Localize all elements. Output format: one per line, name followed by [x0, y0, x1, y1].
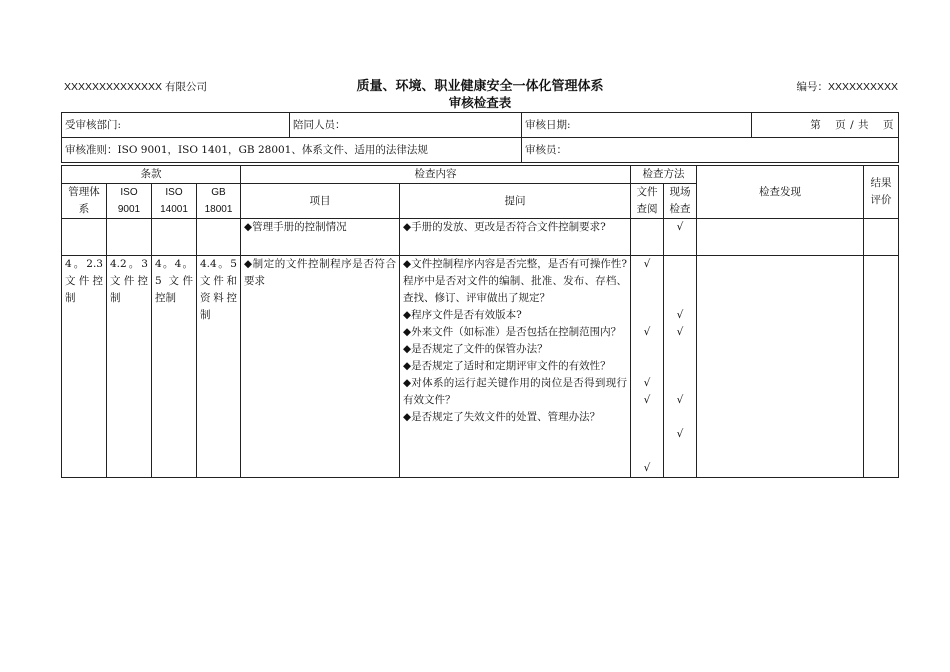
- document-header: [62, 78, 898, 112]
- table-row: [62, 219, 899, 256]
- site-check-header: 现场检查: [664, 184, 697, 219]
- site-check-checks: √ √ √ √: [664, 256, 697, 478]
- site-check-checks: √: [664, 219, 697, 256]
- clause-mgmt: 4。2.3 文件控制: [62, 256, 107, 478]
- clause-gb18001: 4.4。5 文件和资料控制: [197, 256, 241, 478]
- audit-info-table: [61, 112, 899, 163]
- gb18001-header: GB 18001: [197, 184, 241, 219]
- item-header: 项目: [241, 184, 400, 219]
- result-cell: [864, 219, 899, 256]
- question-3: ◆外来文件（如标准）是否包括在控制范围内？: [403, 326, 622, 338]
- row-item: ◆管理手册的控制情况: [241, 219, 400, 256]
- table-row: [62, 256, 899, 478]
- audit-date-field: 审核日期:: [522, 113, 752, 138]
- content-header: 检查内容: [241, 166, 631, 184]
- auditor-field: 审核员：: [522, 138, 899, 163]
- document-subtitle: 审核检查表: [448, 95, 512, 110]
- page-info: 第 页 / 共 页: [752, 113, 899, 138]
- findings-header: 检查发现: [697, 166, 864, 219]
- question-7: ◆是否规定了失效文件的处置、管理办法？: [403, 411, 601, 423]
- question-5: ◆是否规定了适时和定期评审文件的有效性？: [403, 360, 611, 372]
- row-questions: [400, 256, 631, 478]
- doc-review-checks: [631, 219, 664, 256]
- doc-review-checks: √ √ √ √ √: [631, 256, 664, 478]
- audited-dept-field: 受审核部门:: [62, 113, 290, 138]
- question-2: ◆程序文件是否有效版本?: [403, 309, 522, 321]
- result-cell: [864, 256, 899, 478]
- mgmt-system-header: 管理体系: [62, 184, 107, 219]
- audit-criteria-field: 审核准则：ISO 9001，ISO 1401，GB 28001、体系文件、适用的法律法规: [62, 138, 522, 163]
- question-6: ◆对体系的运行起关键作用的岗位是否得到现行有效文件？: [403, 377, 627, 406]
- row-question: ◆手册的发放、更改是否符合文件控制要求?: [400, 219, 631, 256]
- question-4: ◆是否规定了文件的保管办法？: [403, 343, 548, 355]
- accompany-field: 陪同人员：: [290, 113, 522, 138]
- result-header: 结果评价: [864, 166, 899, 219]
- findings-cell: [697, 256, 864, 478]
- clause-iso9001: 4.2。3 文件控制: [107, 256, 152, 478]
- document-number: 编号：XXXXXXXXXX: [796, 81, 898, 93]
- iso14001-header: ISO 14001: [152, 184, 197, 219]
- doc-review-header: 文件查阅: [631, 184, 664, 219]
- document-title: 质量、环境、职业健康安全一体化管理体系: [356, 79, 604, 94]
- row-item: ◆制定的文件控制程序是否符合要求: [241, 256, 400, 478]
- findings-cell: [697, 219, 864, 256]
- clause-header: 条款: [62, 166, 241, 184]
- checklist-table: [61, 165, 899, 478]
- question-header: 提问: [400, 184, 631, 219]
- question-1: ◆文件控制程序内容是否完整，是否有可操作性?程序中是否对文件的编制、批准、发布、存档、查找、修订、评审做出了规定？: [403, 258, 627, 304]
- iso9001-header: ISO 9001: [107, 184, 152, 219]
- method-header: 检查方法: [631, 166, 697, 184]
- clause-iso14001: 4。4。5 文件控制: [152, 256, 197, 478]
- company-name: XXXXXXXXXXXXXX 有限公司: [64, 81, 207, 93]
